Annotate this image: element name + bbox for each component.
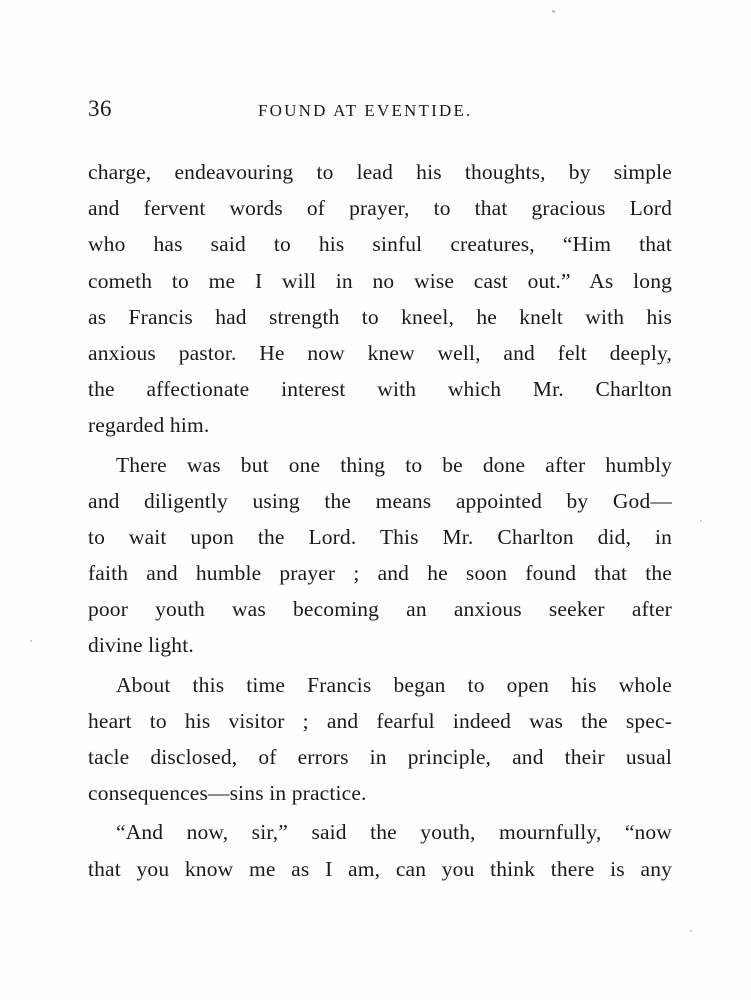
- text-line: anxious pastor. He now knew well, and felt deeply,: [88, 340, 672, 365]
- text-line: to wait upon the Lord. This Mr. Charlton did, in: [88, 524, 672, 549]
- text-line: that you know me as I am, can you think there is any: [88, 856, 672, 881]
- text-line: divine light.: [88, 633, 194, 658]
- text-line: About this time Francis began to open his whole: [116, 672, 672, 697]
- text-line: regarded him.: [88, 413, 210, 438]
- text-line: heart to his visitor ; and fearful indeed was the spec-: [88, 708, 672, 733]
- paragraph: [88, 667, 672, 812]
- page-header: [88, 96, 670, 126]
- paragraph: [88, 154, 672, 444]
- text-line: “And now, sir,” said the youth, mournfully, “now: [116, 820, 672, 845]
- paragraph: [88, 814, 672, 886]
- running-title: FOUND AT EVENTIDE.: [258, 101, 473, 120]
- paper-speck: [690, 930, 692, 932]
- paper-speck: [700, 520, 702, 522]
- text-line: There was but one thing to be done after humbly: [116, 452, 672, 477]
- body-text: [88, 154, 672, 887]
- paragraph: [88, 447, 672, 664]
- text-line: and fervent words of prayer, to that gracious Lord: [88, 196, 672, 221]
- text-line: as Francis had strength to kneel, he knelt with his: [88, 304, 672, 329]
- text-line: who has said to his sinful creatures, “Him that: [88, 232, 672, 257]
- text-line: the affectionate interest with which Mr. Charlton: [88, 377, 672, 402]
- text-line: and diligently using the means appointed by God—: [88, 488, 672, 513]
- text-line: charge, endeavouring to lead his thoughts, by simple: [88, 160, 672, 184]
- text-line: faith and humble prayer ; and he soon found that the: [88, 561, 672, 586]
- text-line: poor youth was becoming an anxious seeker after: [88, 597, 672, 622]
- paper-speck: [30, 640, 32, 642]
- page-number: 36: [88, 96, 112, 121]
- text-line: cometh to me I will in no wise cast out.” As long: [88, 268, 672, 293]
- text-line: tacle disclosed, of errors in principle, and their usual: [88, 745, 672, 769]
- text-line: consequences—sins in practice.: [88, 781, 367, 806]
- paper-speck: [552, 10, 555, 13]
